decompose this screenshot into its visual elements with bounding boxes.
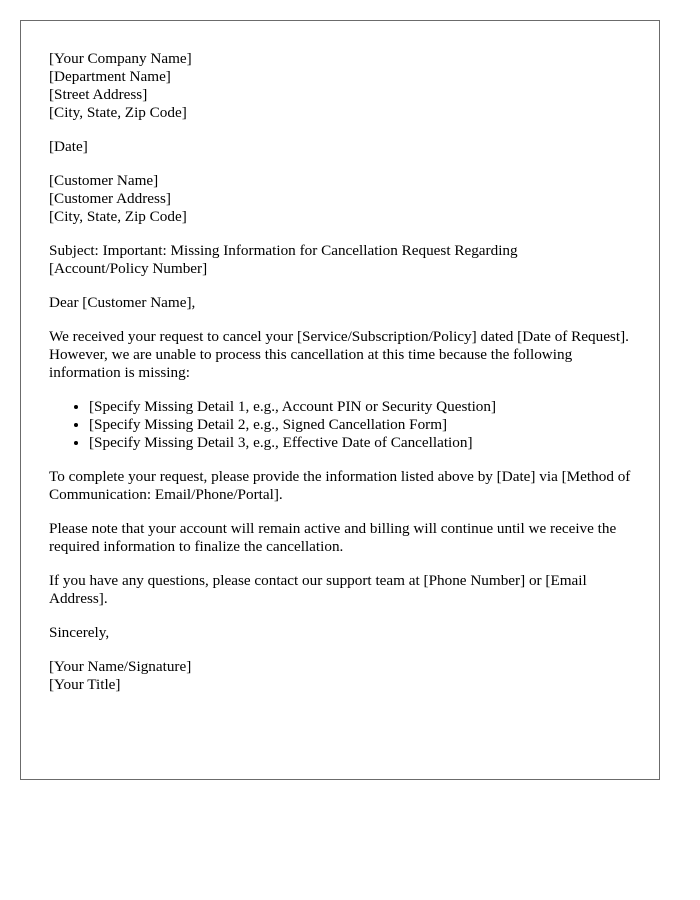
date-block: [49, 138, 631, 156]
notice-paragraph: Please note that your account will remain active and billing will continue until we receive the required information to finalize the cancellation.: [49, 520, 617, 555]
closing: Sincerely,: [49, 624, 110, 641]
contact-paragraph: If you have any questions, please contact our support team at [Phone Number] or [Email Address].: [49, 572, 587, 607]
signature-title: [Your Title]: [49, 676, 121, 693]
letter-document: [20, 20, 660, 780]
recipient-address: [Customer Address]: [49, 190, 171, 207]
sender-address-block: [49, 50, 631, 122]
signature-block: [49, 658, 631, 694]
recipient-address-block: [49, 172, 631, 226]
sender-company: [Your Company Name]: [49, 50, 192, 67]
missing-item-2: • [Specify Missing Detail 2, e.g., Signed Cancellation Form]: [89, 416, 631, 434]
instructions-paragraph: To complete your request, please provide the information listed above by [Date] via [Method of Communication: Email/Phone/Portal].: [49, 468, 631, 503]
signature-name: [Your Name/Signature]: [49, 658, 192, 675]
subject-block: [49, 242, 631, 278]
salutation: Dear [Customer Name],: [49, 294, 196, 311]
missing-item-3: • [Specify Missing Detail 3, e.g., Effective Date of Cancellation]: [89, 434, 631, 452]
recipient-city-state-zip: [City, State, Zip Code]: [49, 208, 187, 225]
sender-department: [Department Name]: [49, 68, 171, 85]
missing-item-1: • [Specify Missing Detail 1, e.g., Account PIN or Security Question]: [89, 398, 631, 416]
subject-line-1: Subject: Important: Missing Information for Cancellation Request Regarding: [49, 242, 518, 259]
missing-info-list: [49, 398, 631, 452]
sender-street: [Street Address]: [49, 86, 148, 103]
recipient-name: [Customer Name]: [49, 172, 159, 189]
sender-city-state-zip: [City, State, Zip Code]: [49, 104, 187, 121]
subject-line-2: [Account/Policy Number]: [49, 260, 208, 277]
intro-paragraph: We received your request to cancel your [Service/Subscription/Policy] dated [Date of Request]. However, we are unable to process this cancellation at this time because the following information is missing:: [49, 328, 629, 381]
letter-date: [Date]: [49, 138, 88, 155]
